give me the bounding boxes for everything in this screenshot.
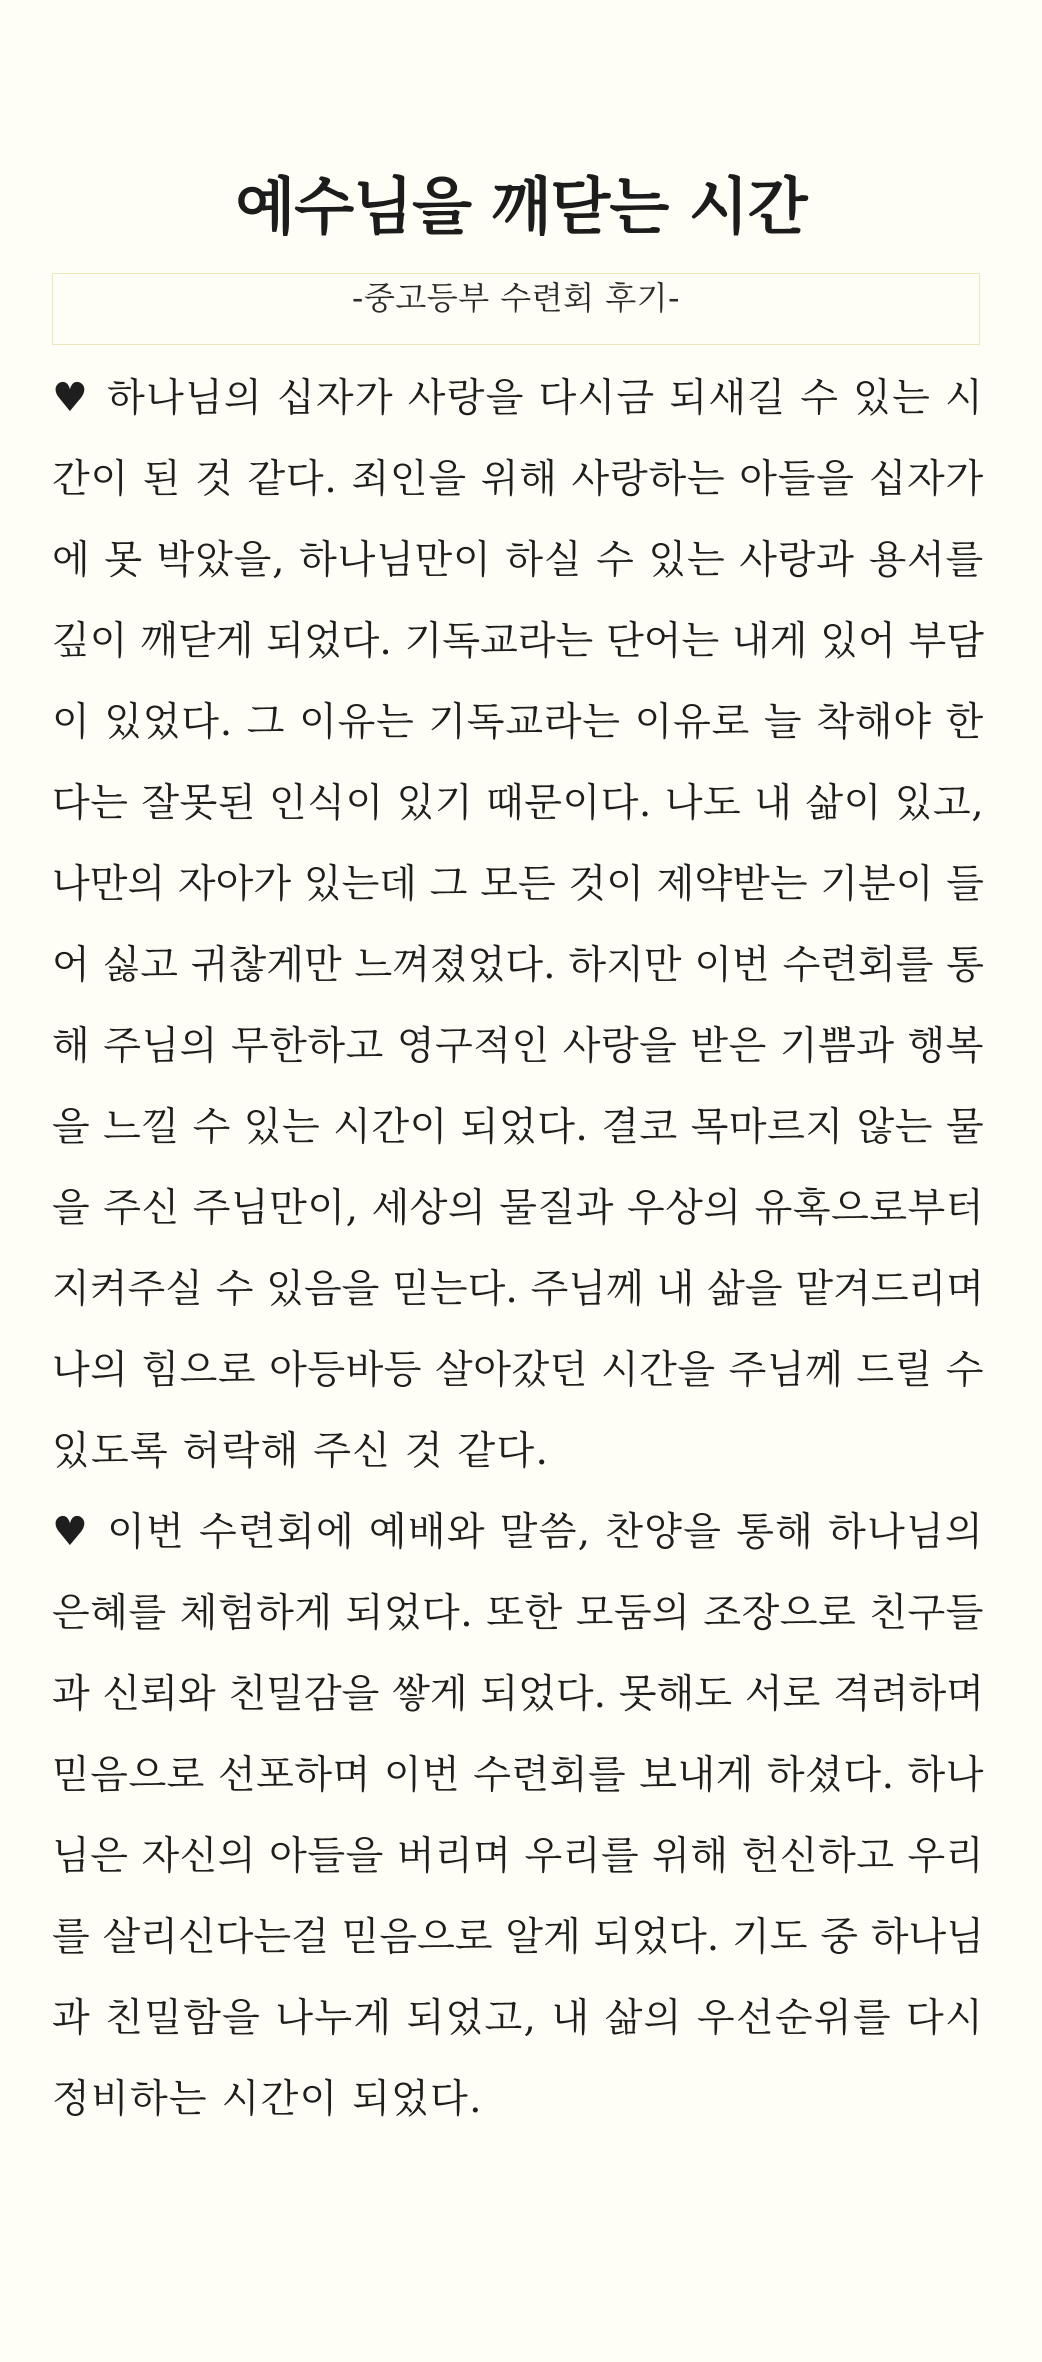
paragraph-line: 은혜를 체험하게 되었다. 또한 모둠의 조장으로 친구들	[52, 1591, 984, 1636]
paragraph-line: 를 살리신다는걸 믿음으로 알게 되었다. 기도 중 하나님	[52, 1915, 984, 1960]
heart-icon: ♥	[52, 375, 90, 421]
paragraph-line: 지켜주실 수 있음을 믿는다. 주님께 내 삶을 맡겨드리며	[52, 1267, 984, 1312]
page-title: 예수님을 깨닫는 시간	[235, 170, 807, 243]
paragraph-line: 을 느낄 수 있는 시간이 되었다. 결코 목마르지 않는 물	[52, 1105, 985, 1150]
paragraph-line: 님은 자신의 아들을 버리며 우리를 위해 헌신하고 우리	[52, 1834, 984, 1879]
paragraph-line: 에 못 박았을, 하나님만이 하실 수 있는 사랑과 용서를	[52, 538, 984, 583]
paragraph-line: 이번 수련회에 예배와 말씀, 찬양을 통해 하나님의	[107, 1510, 984, 1555]
paragraph-line: 깊이 깨닫게 되었다. 기독교라는 단어는 내게 있어 부담	[52, 619, 984, 664]
paragraph-line: 나만의 자아가 있는데 그 모든 것이 제약받는 기분이 들	[52, 862, 984, 907]
subtitle: -중고등부 수련회 후기-	[351, 279, 681, 317]
paragraph-line: 이 있었다. 그 이유는 기독교라는 이유로 늘 착해야 한	[52, 700, 984, 745]
paragraph-line: 을 주신 주님만이, 세상의 물질과 우상의 유혹으로부터	[52, 1186, 984, 1231]
paragraph-line: 간이 된 것 같다. 죄인을 위해 사랑하는 아들을 십자가	[52, 457, 984, 502]
paragraph-line: 있도록 허락해 주신 것 같다.	[52, 1429, 550, 1474]
paragraph-2	[52, 1492, 984, 2140]
paragraph-line: 하나님의 십자가 사랑을 다시금 되새길 수 있는 시	[107, 376, 984, 421]
heart-icon: ♥	[52, 1509, 90, 1555]
paragraph-line: 다는 잘못된 인식이 있기 때문이다. 나도 내 삶이 있고,	[52, 781, 985, 826]
paragraph-line: 어 싫고 귀찮게만 느껴졌었다. 하지만 이번 수련회를 통	[52, 943, 984, 988]
paragraph-line: 믿음으로 선포하며 이번 수련회를 보내게 하셨다. 하나	[52, 1753, 984, 1798]
paragraph-line: 과 신뢰와 친밀감을 쌓게 되었다. 못해도 서로 격려하며	[52, 1672, 984, 1717]
subtitle-box	[52, 273, 980, 345]
paragraph-line: 정비하는 시간이 되었다.	[52, 2077, 483, 2122]
paragraph-line: 해 주님의 무한하고 영구적인 사랑을 받은 기쁨과 행복	[52, 1024, 984, 1069]
paragraph-1	[52, 358, 984, 1492]
paragraph-line: 과 친밀함을 나누게 되었고, 내 삶의 우선순위를 다시	[52, 1996, 984, 2041]
body-text	[52, 358, 984, 2140]
paragraph-line: 나의 힘으로 아등바등 살아갔던 시간을 주님께 드릴 수	[52, 1348, 984, 1393]
